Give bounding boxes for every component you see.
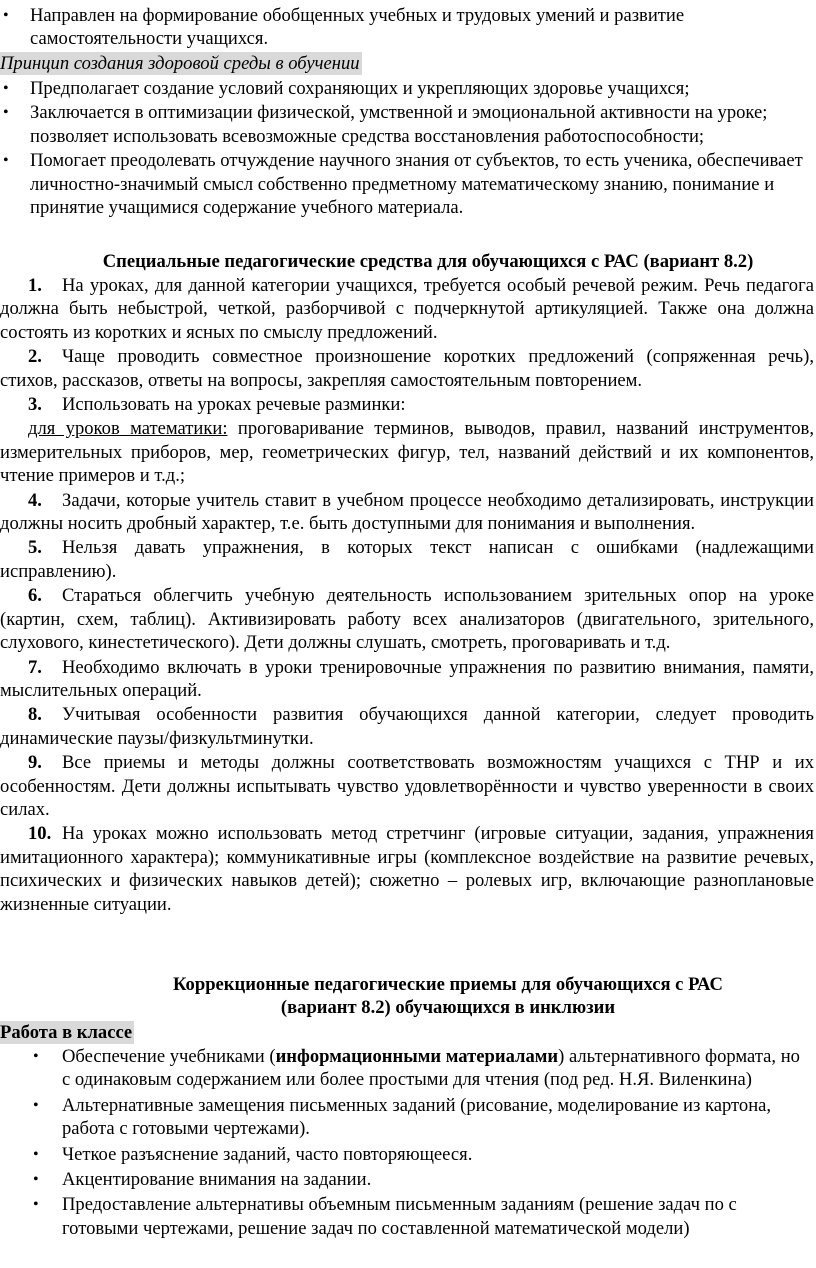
correction-title-line1: Коррекционные педагогические приемы для обучающихся с РАС — [173, 974, 723, 995]
list-item — [0, 4, 816, 51]
list-item — [0, 1168, 816, 1191]
class-bullet-list — [0, 1045, 816, 1240]
bullet-icon: • — [3, 80, 9, 97]
numbered-item-7 — [0, 656, 816, 703]
bullet-icon: • — [33, 1096, 39, 1114]
correction-title-line2: (вариант 8.2) обучающихся в инклюзии — [280, 997, 616, 1019]
numbered-item-6 — [0, 584, 816, 654]
list-item — [0, 77, 816, 100]
bullet-icon: • — [33, 1048, 39, 1065]
list-item-text: Заключается в оптимизации физической, умственной и эмоциональной активности на уроке; позволяет использовать всевозможные средства восстановления работоспособности; — [30, 102, 768, 147]
numbered-item-3 — [0, 393, 816, 416]
item-text: Все приемы и методы должны соответствовать возможностям учащихся с ТНР и их особенностям. Дети должны испытывать чувство удовлетворённости и чувство уверенности в своих силах. — [0, 752, 814, 820]
list-item-text: Четкое разъяснение заданий, часто повторяющееся. — [62, 1143, 473, 1165]
top-bullet-list — [0, 4, 816, 51]
numbered-list — [0, 274, 816, 916]
list-item-text: Предоставление альтернативы объемным письменным заданиям (решение задач по с готовыми чертежами, решение задач по составленной математической модели) — [62, 1194, 737, 1239]
numbered-item-5 — [0, 536, 816, 583]
item-text: Задачи, которые учитель ставит в учебном процессе необходимо детализировать, инструкции должны носить дробный характер, т.е. быть доступными для понимания и выполнения. — [0, 489, 814, 535]
item-number: 4. — [28, 489, 42, 511]
item-number: 2. — [28, 346, 42, 368]
math-lessons-paragraph — [0, 417, 816, 487]
list-item-text: Акцентирование внимания на задании. — [62, 1169, 372, 1191]
list-item-text: Помогает преодолевать отчуждение научного знания от субъектов, то есть ученика, обеспечивает личностно-значимый смысл собственно предметному математическому знанию, понимание и принятие учащимися содержание учебного материала. — [30, 150, 803, 219]
bullet-icon: • — [33, 1145, 39, 1163]
special-section-title: Специальные педагогические средства для обучающихся с РАС (вариант 8.2) — [102, 251, 754, 272]
list-item-text-post: ) альтернативного формата, но с одинаковым содержанием или более простыми для чтения (под ред. Н.Я. Виленкина) — [62, 1046, 800, 1091]
numbered-item-8 — [0, 703, 816, 750]
numbered-item-10 — [0, 822, 816, 916]
bullet-icon: • — [33, 1196, 39, 1214]
item-text: Чаще проводить совместное произношение коротких предложений (сопряженная речь), стихов, рассказов, ответы на вопросы, закрепляя самостоятельным повторением. — [0, 346, 814, 391]
list-item — [0, 1094, 816, 1141]
principle-label: Принцип создания здоровой среды в обучении — [0, 53, 360, 74]
item-number: 5. — [28, 537, 42, 559]
numbered-item-2 — [0, 345, 816, 392]
math-lessons-text: проговаривание терминов, выводов, правил, названий инструментов, измерительных приборов, мер, геометрических фигур, тел, названий действий и их компонентов, чтение примеров и т.д.; — [0, 418, 814, 487]
bullet-icon: • — [3, 152, 9, 170]
item-text: На уроках можно использовать метод стретчинг (игровые ситуации, задания, упражнения имитационного характера); коммуникативные игры (комплексное воздействие на развитие речевых, психических и физических навыков детей); сюжетно – ролевых игр, включающие разноплановые жизненные ситуации. — [0, 823, 814, 915]
item-number: 7. — [28, 656, 42, 678]
item-number: 6. — [28, 585, 42, 607]
class-label: Работа в классе — [0, 1022, 133, 1043]
principle-heading — [0, 52, 816, 75]
list-item — [0, 101, 816, 148]
bullet-icon: • — [3, 104, 9, 122]
list-item-text-bold: информационными материалами — [275, 1046, 559, 1067]
item-text: Использовать на уроках речевые разминки: — [62, 394, 406, 416]
principle-bullet-list — [0, 77, 816, 219]
item-text: Учитывая особенности развития обучающихся данной категории, следует проводить динамические паузы/физкультминутки. — [0, 704, 814, 749]
list-item — [0, 1143, 816, 1166]
item-text: Необходимо включать в уроки тренировочные упражнения по развитию внимания, памяти, мыслительных операций. — [0, 656, 814, 701]
class-heading — [0, 1021, 816, 1044]
list-item — [0, 1193, 816, 1240]
item-number: 10. — [28, 823, 52, 845]
item-number: 1. — [28, 275, 42, 296]
list-item-text: Предполагает создание условий сохраняющих и укрепляющих здоровье учащихся; — [30, 78, 690, 99]
item-text: Нельзя давать упражнения, в которых текст написан с ошибками (надлежащими исправлению). — [0, 537, 814, 582]
bullet-icon: • — [3, 7, 9, 24]
list-item — [0, 1045, 816, 1092]
numbered-item-4 — [0, 489, 816, 536]
numbered-item-9 — [0, 751, 816, 821]
correction-section-title — [0, 973, 816, 1020]
item-text: На уроках, для данной категории учащихся, требуется особый речевой режим. Речь педагога должна быть небыстрой, четкой, разборчивой с подчеркнутой артикуляцией. Также она должна состоять из коротких и ясных по смыслу предложений. — [0, 275, 814, 343]
item-number: 8. — [28, 704, 42, 726]
list-item-text: Направлен на формирование обобщенных учебных и трудовых умений и развитие самостоятельности учащихся. — [30, 5, 685, 50]
list-item-text-pre: Обеспечение учебниками ( — [62, 1046, 276, 1067]
item-number: 3. — [28, 394, 42, 416]
numbered-item-1 — [0, 274, 816, 344]
math-lessons-label: для уроков математики: — [28, 418, 228, 440]
item-text: Стараться облегчить учебную деятельность использованием зрительных опор на уроке (картин, схем, таблиц). Активизировать работу всех анализаторов (двигательного, зрительного, слухового, кинестетического). Дети должны слушать, смотреть, проговаривать и т.д. — [0, 585, 814, 654]
list-item — [0, 149, 816, 219]
bullet-icon: • — [33, 1171, 39, 1189]
item-number: 9. — [28, 752, 42, 774]
list-item-text: Альтернативные замещения письменных заданий (рисование, моделирование из картона, работа с готовыми чертежами). — [62, 1094, 772, 1140]
